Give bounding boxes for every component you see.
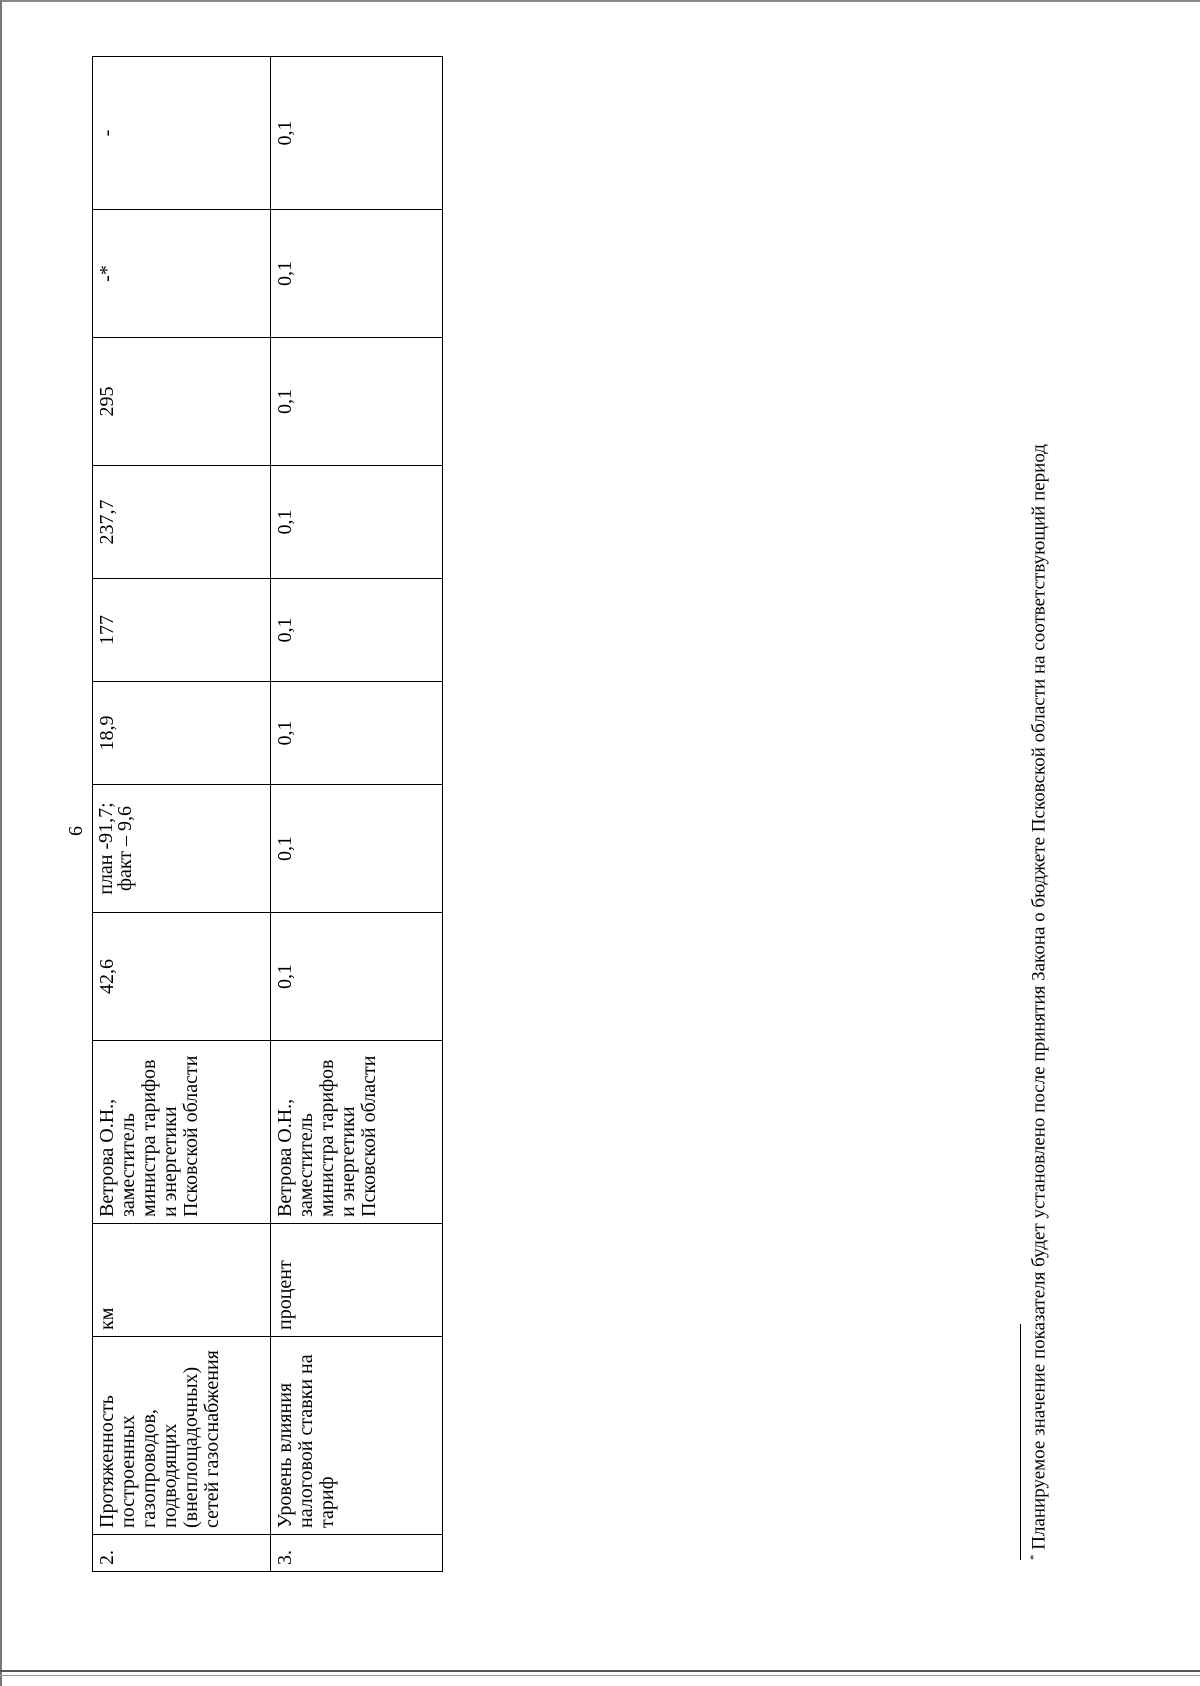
indicator-name: Уровень влияния налоговой ставки на тариф <box>271 1337 443 1535</box>
value-cell: - <box>93 57 271 210</box>
footnote-marker: * <box>1028 1554 1040 1560</box>
value-cell: 0,1 <box>271 57 443 210</box>
indicator-name: Протяженность построенных газопроводов, подводящих (внеплощадочных) сетей газоснабжения <box>93 1337 271 1535</box>
responsible-cell: Ветрова О.Н., заместитель министра тарифов и энергетики Псковской области <box>271 1041 443 1224</box>
footnote-separator <box>1020 1324 1021 1560</box>
page-number: 6 <box>65 826 87 836</box>
value-cell: -* <box>93 210 271 338</box>
row-number: 3. <box>271 1535 443 1572</box>
unit-cell: км <box>93 1224 271 1337</box>
unit-cell: процент <box>271 1224 443 1337</box>
responsible-cell: Ветрова О.Н., заместитель министра тарифов и энергетики Псковской области <box>93 1041 271 1224</box>
table-row <box>93 57 271 1572</box>
row-number: 2. <box>93 1535 271 1572</box>
value-cell: 0,1 <box>271 210 443 338</box>
value-cell: 42,6 <box>93 913 271 1041</box>
table-row <box>271 57 443 1572</box>
footnote-text: Планируемое значение показателя будет установлено после принятия Закона о бюджете Псковской области на соответствующий период <box>1028 444 1050 1550</box>
value-cell: 177 <box>93 579 271 682</box>
value-cell: 0,1 <box>271 466 443 579</box>
value-cell: план -91,7; факт – 9,6 <box>93 785 271 913</box>
value-cell: 18,9 <box>93 682 271 785</box>
value-cell: 0,1 <box>271 338 443 466</box>
value-cell: 295 <box>93 338 271 466</box>
value-cell: 0,1 <box>271 913 443 1041</box>
value-cell: 0,1 <box>271 579 443 682</box>
value-cell: 237,7 <box>93 466 271 579</box>
value-cell: 0,1 <box>271 682 443 785</box>
footnote <box>1028 444 1050 1560</box>
indicators-table <box>92 56 443 1572</box>
value-cell: 0,1 <box>271 785 443 913</box>
